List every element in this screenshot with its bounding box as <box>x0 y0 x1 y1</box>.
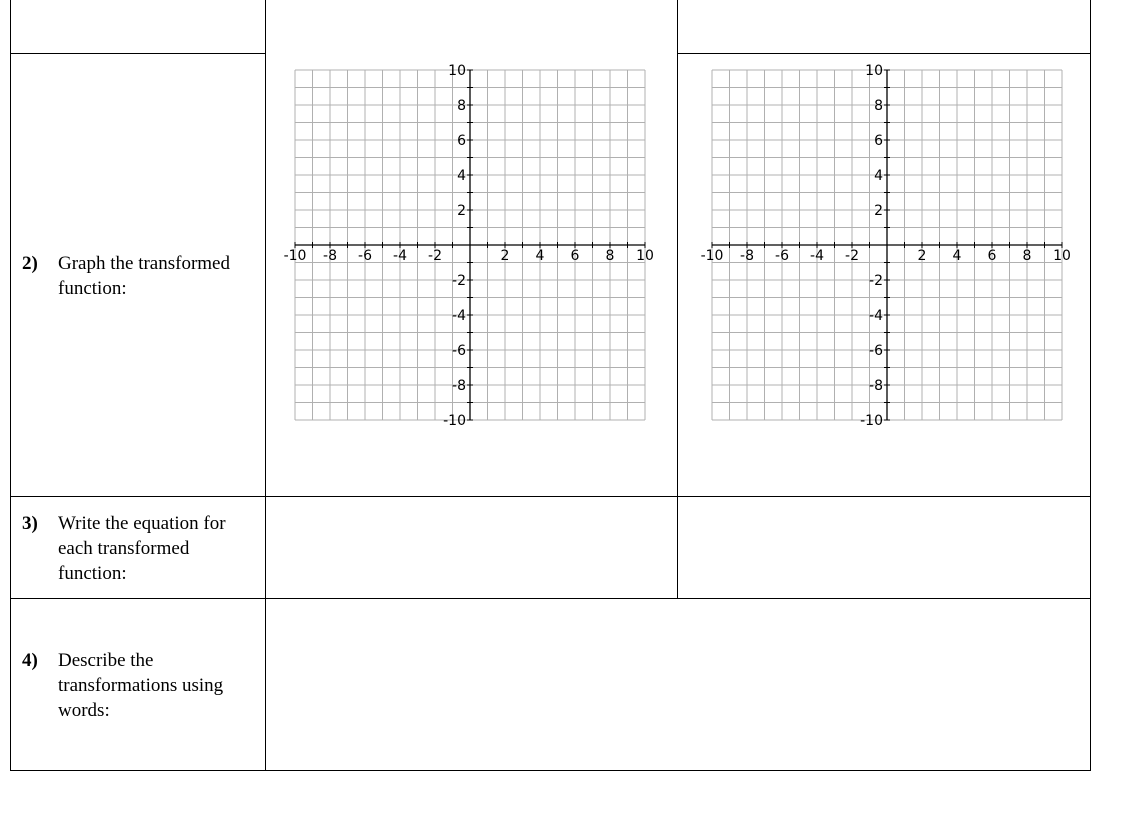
x-tick-label: -6 <box>358 248 372 264</box>
x-tick-label: -4 <box>810 248 824 264</box>
x-tick-label: 2 <box>917 248 927 264</box>
y-tick-label: 4 <box>457 168 466 184</box>
y-tick-label: 10 <box>448 63 466 79</box>
row3-top-line <box>10 496 1091 497</box>
x-tick-label: -10 <box>283 248 307 264</box>
y-tick-label: 8 <box>874 98 883 114</box>
column-divider-2 <box>677 0 678 599</box>
y-tick-label: 2 <box>874 203 883 219</box>
table-left-border <box>10 0 11 771</box>
question-2-number: 2) <box>22 253 38 274</box>
x-tick-label: -8 <box>740 248 754 264</box>
table-right-border <box>1090 0 1091 771</box>
column-divider-1 <box>265 0 266 771</box>
question-2-text: Graph the transformed function: <box>58 253 230 299</box>
y-tick-label: 10 <box>865 63 883 79</box>
y-tick-label: -4 <box>452 308 466 324</box>
row4-top-line <box>10 598 1091 599</box>
y-tick-label: 2 <box>457 203 466 219</box>
y-tick-label: -2 <box>869 273 883 289</box>
y-tick-label: 6 <box>457 133 466 149</box>
y-tick-label: -4 <box>869 308 883 324</box>
table-top-line-right <box>678 53 1090 54</box>
x-tick-label: -10 <box>700 248 724 264</box>
x-tick-label: 4 <box>535 248 545 264</box>
coordinate-grid-left-svg[interactable] <box>280 60 660 435</box>
y-tick-label: 6 <box>874 133 883 149</box>
y-tick-label: -6 <box>869 343 883 359</box>
x-tick-label: 6 <box>570 248 580 264</box>
y-tick-label: -8 <box>452 378 466 394</box>
x-tick-label: 10 <box>1053 248 1071 264</box>
question-3 <box>22 511 262 586</box>
question-3-number: 3) <box>22 513 38 534</box>
y-tick-label: -2 <box>452 273 466 289</box>
y-tick-label: -10 <box>860 413 883 429</box>
x-tick-label: 4 <box>952 248 962 264</box>
x-tick-label: -2 <box>428 248 442 264</box>
y-tick-label: -8 <box>869 378 883 394</box>
table-top-line-left <box>10 53 265 54</box>
question-3-text: Write the equation for each transformed function: <box>58 513 226 584</box>
table-bottom-line <box>10 770 1091 771</box>
coordinate-grid-right-svg[interactable] <box>697 60 1077 435</box>
y-tick-label: -10 <box>443 413 466 429</box>
x-tick-label: -4 <box>393 248 407 264</box>
question-4 <box>22 648 262 723</box>
x-tick-label: 8 <box>1022 248 1032 264</box>
x-tick-label: 2 <box>500 248 510 264</box>
y-tick-label: 4 <box>874 168 883 184</box>
y-tick-label: 8 <box>457 98 466 114</box>
coordinate-grid-left[interactable] <box>280 60 660 440</box>
y-tick-label: -6 <box>452 343 466 359</box>
x-tick-label: 6 <box>987 248 997 264</box>
x-tick-label: -2 <box>845 248 859 264</box>
question-4-text: Describe the transformations using words: <box>58 650 224 721</box>
x-tick-label: -8 <box>323 248 337 264</box>
question-2 <box>22 251 262 301</box>
x-tick-label: 8 <box>605 248 615 264</box>
question-4-number: 4) <box>22 650 38 671</box>
coordinate-grid-right[interactable] <box>697 60 1077 440</box>
x-tick-label: 10 <box>636 248 654 264</box>
x-tick-label: -6 <box>775 248 789 264</box>
